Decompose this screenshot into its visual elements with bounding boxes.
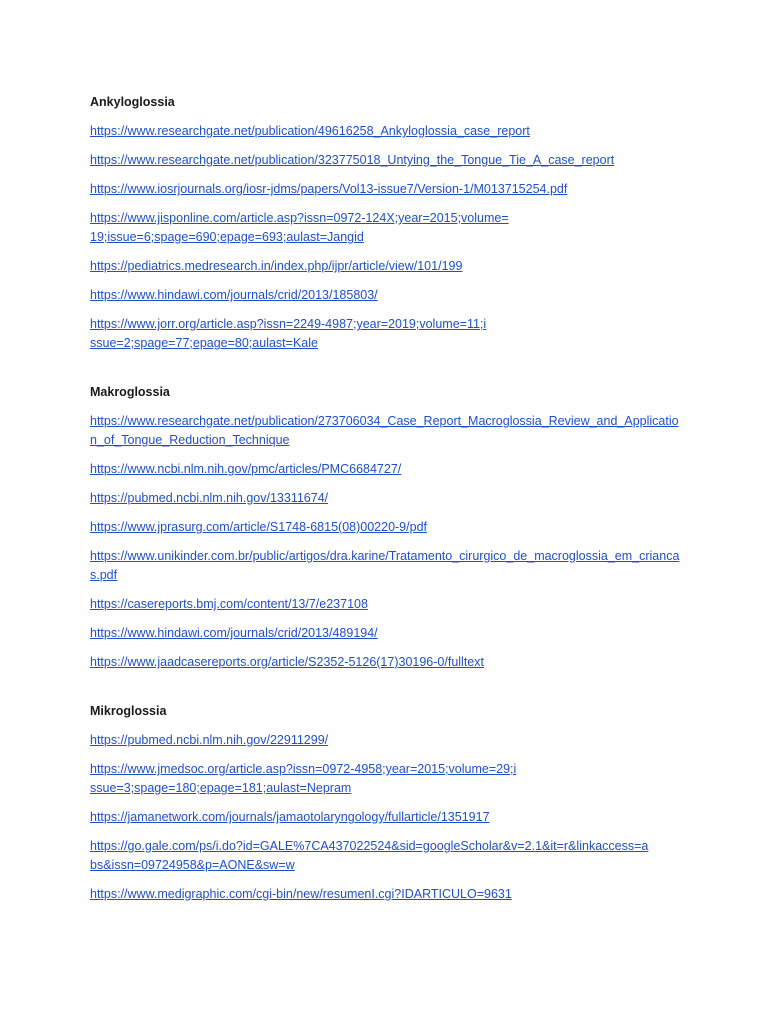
reference-link[interactable]: https://pubmed.ncbi.nlm.nih.gov/13311674/ bbox=[90, 491, 329, 505]
link-list bbox=[90, 731, 680, 904]
reference-link[interactable]: https://www.medigraphic.com/cgi-bin/new/resumenI.cgi?IDARTICULO=9631 bbox=[90, 887, 512, 901]
reference-link[interactable]: https://www.researchgate.net/publication/323775018_Untying_the_Tongue_Tie_A_case_report bbox=[90, 153, 615, 167]
reference-link[interactable]: https://www.jorr.org/article.asp?issn=2249-4987;year=2019;volume=11;issue=2;spage=77;epage=80;aulast=Kale bbox=[90, 317, 487, 350]
reference-link[interactable]: https://www.hindawi.com/journals/crid/2013/185803/ bbox=[90, 288, 378, 302]
reference-link[interactable]: https://casereports.bmj.com/content/13/7/e237108 bbox=[90, 597, 368, 611]
section-makroglossia bbox=[90, 383, 680, 672]
list-item bbox=[90, 209, 680, 247]
list-item bbox=[90, 122, 680, 141]
list-item bbox=[90, 180, 680, 199]
link-list bbox=[90, 412, 680, 672]
list-item bbox=[90, 731, 680, 750]
reference-link[interactable]: https://www.unikinder.com.br/public/artigos/dra.karine/Tratamento_cirurgico_de_macroglossia_em_criancas.pdf bbox=[90, 549, 680, 582]
list-item bbox=[90, 489, 680, 508]
reference-link[interactable]: https://www.jprasurg.com/article/S1748-6815(08)00220-9/pdf bbox=[90, 520, 427, 534]
reference-link[interactable]: https://www.jaadcasereports.org/article/S2352-5126(17)30196-0/fulltext bbox=[90, 655, 484, 669]
reference-link[interactable]: https://pubmed.ncbi.nlm.nih.gov/22911299/ bbox=[90, 733, 329, 747]
section-heading: Mikroglossia bbox=[90, 704, 167, 718]
reference-link[interactable]: https://jamanetwork.com/journals/jamaotolaryngology/fullarticle/1351917 bbox=[90, 810, 490, 824]
list-item bbox=[90, 257, 680, 276]
reference-link[interactable]: https://www.ncbi.nlm.nih.gov/pmc/articles/PMC6684727/ bbox=[90, 462, 402, 476]
reference-link[interactable]: https://www.jisponline.com/article.asp?issn=0972-124X;year=2015;volume=19;issue=6;spage=690;epage=693;aulast=Jangid bbox=[90, 211, 509, 244]
reference-link[interactable]: https://go.gale.com/ps/i.do?id=GALE%7CA437022524&sid=googleScholar&v=2.1&it=r&linkaccess=abs&issn=09724958&p=AONE&sw=w bbox=[90, 839, 649, 872]
section-heading: Makroglossia bbox=[90, 385, 170, 399]
reference-link[interactable]: https://www.researchgate.net/publication/273706034_Case_Report_Macroglossia_Review_and_Application_of_Tongue_Reduction_Technique bbox=[90, 414, 679, 447]
section-ankyloglossia bbox=[90, 93, 680, 353]
reference-link[interactable]: https://www.researchgate.net/publication/49616258_Ankyloglossia_case_report bbox=[90, 124, 530, 138]
reference-link[interactable]: https://www.hindawi.com/journals/crid/2013/489194/ bbox=[90, 626, 378, 640]
list-item bbox=[90, 460, 680, 479]
reference-link[interactable]: https://www.iosrjournals.org/iosr-jdms/papers/Vol13-issue7/Version-1/M013715254.pdf bbox=[90, 182, 568, 196]
list-item bbox=[90, 624, 680, 643]
list-item bbox=[90, 412, 680, 450]
link-list bbox=[90, 122, 680, 353]
reference-link[interactable]: https://pediatrics.medresearch.in/index.php/ijpr/article/view/101/199 bbox=[90, 259, 463, 273]
list-item bbox=[90, 595, 680, 614]
list-item bbox=[90, 315, 680, 353]
list-item bbox=[90, 760, 680, 798]
section-mikroglossia bbox=[90, 702, 680, 904]
list-item bbox=[90, 286, 680, 305]
section-heading: Ankyloglossia bbox=[90, 95, 175, 109]
list-item bbox=[90, 518, 680, 537]
list-item bbox=[90, 547, 680, 585]
reference-link[interactable]: https://www.jmedsoc.org/article.asp?issn=0972-4958;year=2015;volume=29;issue=3;spage=180;epage=181;aulast=Nepram bbox=[90, 762, 517, 795]
list-item bbox=[90, 653, 680, 672]
list-item bbox=[90, 885, 680, 904]
list-item bbox=[90, 151, 680, 170]
list-item bbox=[90, 837, 680, 875]
list-item bbox=[90, 808, 680, 827]
document-page bbox=[90, 93, 680, 914]
